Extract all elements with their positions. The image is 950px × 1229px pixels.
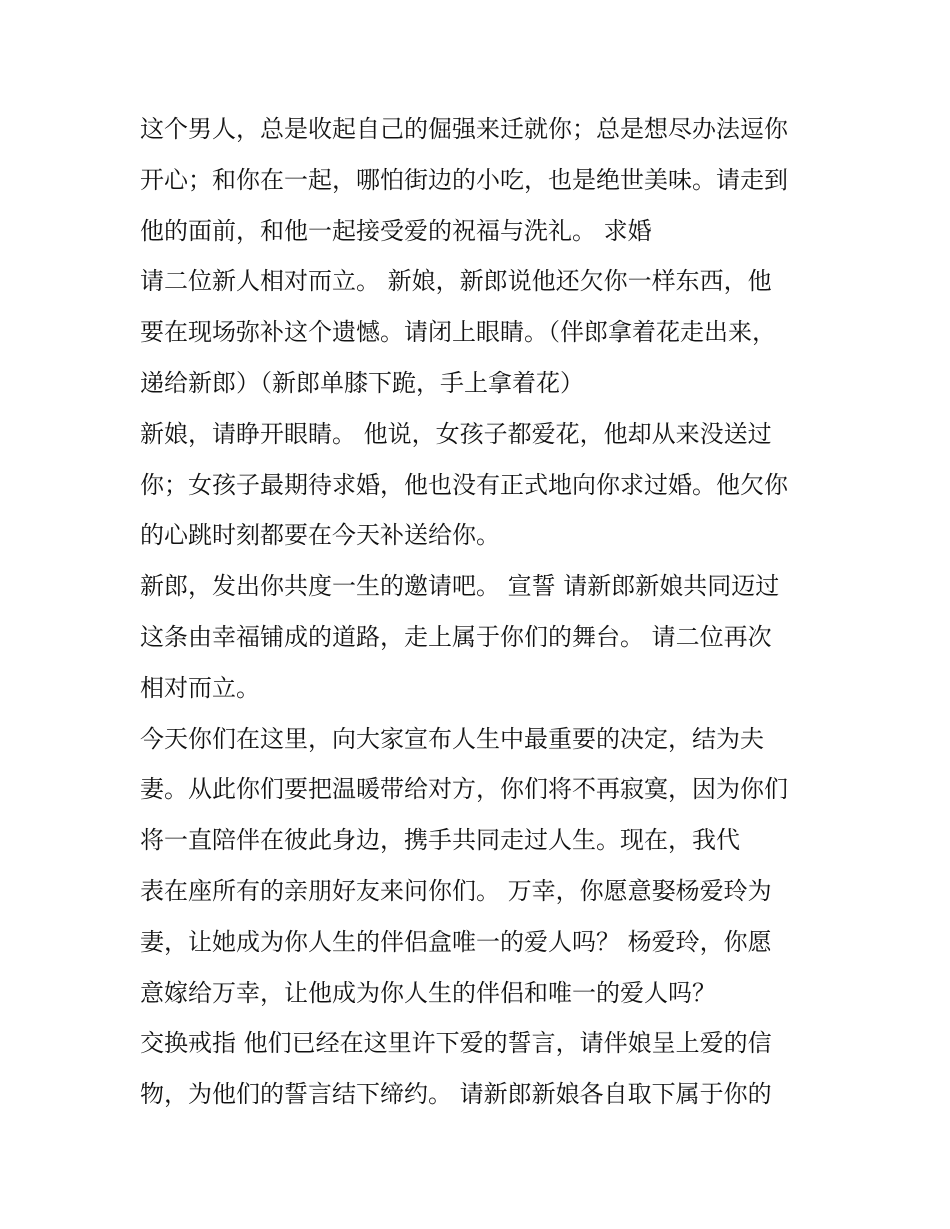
text-line: 请二位新人相对而立。 新娘，新郎说他还欠你一样东西，他 [140, 267, 772, 296]
text-line: 你；女孩子最期待求婚，他也没有正式地向你求过婚。他欠你 [140, 470, 788, 499]
text-line: 这个男人，总是收起自己的倔强来迁就你；总是想尽办法逗你 [140, 115, 788, 143]
text-line: 表在座所有的亲朋好友来问你们。 万幸，你愿意娶杨爱玲为 [140, 876, 772, 905]
text-line: 妻。从此你们要把温暖带给对方，你们将不再寂寞，因为你们 [140, 775, 788, 804]
text-line: 今天你们在这里，向大家宣布人生中最重要的决定，结为夫 [140, 724, 764, 753]
text-line: 他的面前，和他一起接受爱的祝福与洗礼。 求婚 [140, 216, 652, 245]
text-line: 这条由幸福铺成的道路，走上属于你们的舞台。 请二位再次 [140, 622, 772, 651]
text-line: 新娘，请睁开眼睛。 他说，女孩子都爱花，他却从来没送过 [140, 419, 772, 448]
body-text [140, 104, 820, 1120]
text-line: 妻，让她成为你人生的伴侣盒唯一的爱人吗？ 杨爱玲，你愿 [140, 927, 772, 956]
text-line: 开心；和你在一起，哪怕街边的小吃，也是绝世美味。请走到 [140, 165, 788, 194]
text-line: 的心跳时刻都要在今天补送给你。 [140, 521, 500, 550]
text-line: 交换戒指 他们已经在这里许下爱的誓言，请伴娘呈上爱的信 [140, 1029, 772, 1058]
text-line: 相对而立。 [140, 673, 260, 702]
text-line: 要在现场弥补这个遗憾。请闭上眼睛。（伴郎拿着花走出来， [140, 318, 776, 347]
text-line: 意嫁给万幸，让他成为你人生的伴侣和唯一的爱人吗？ [140, 978, 716, 1007]
text-line: 递给新郎）（新郎单膝下跪，手上拿着花） [140, 368, 584, 397]
text-line: 物，为他们的誓言结下缔约。 请新郎新娘各自取下属于你的 [140, 1080, 772, 1109]
text-line: 将一直陪伴在彼此身边，携手共同走过人生。现在，我代 [140, 826, 740, 855]
text-line: 新郎，发出你共度一生的邀请吧。 宣誓 请新郎新娘共同迈过 [140, 572, 780, 601]
